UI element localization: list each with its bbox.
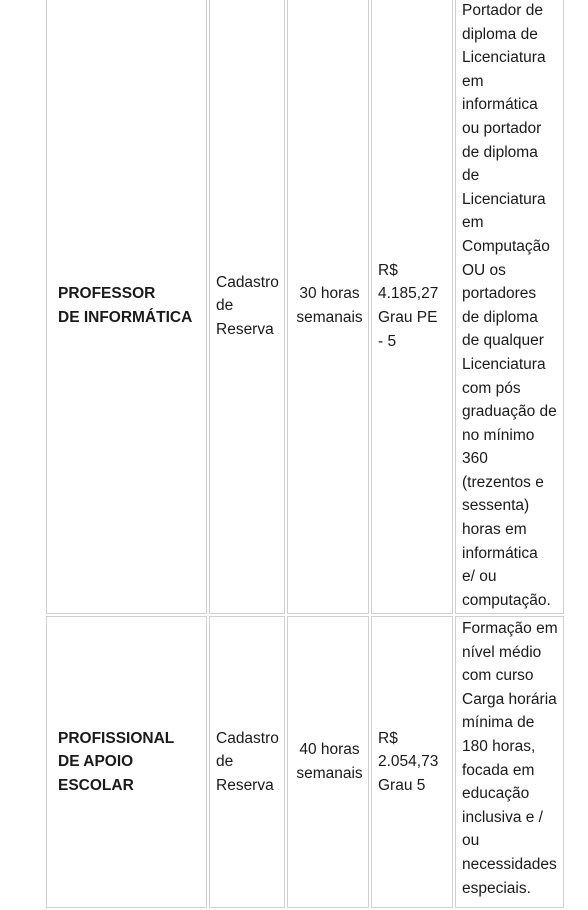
- requisito-text: 360: [462, 450, 488, 468]
- requisito-text: mínima de: [462, 714, 535, 732]
- salario-text: 4.185,27: [378, 285, 439, 303]
- requisito-text: com pós: [462, 379, 521, 397]
- carga-horaria-text: semanais: [296, 765, 363, 782]
- requisito-text: Carga horária: [462, 690, 557, 708]
- requisito-text: com curso: [462, 667, 534, 685]
- situacao-text: de: [216, 753, 234, 771]
- requisito-text: sessenta): [462, 497, 530, 515]
- salario-text: R$: [378, 729, 398, 747]
- requisito-text: de diploma: [462, 143, 538, 161]
- requisito-text: informática: [462, 544, 538, 562]
- requisito-text: em: [462, 72, 484, 90]
- salario-text: Grau 5: [378, 776, 426, 794]
- situacao-text: Cadastro: [216, 273, 279, 291]
- salario-text: - 5: [378, 332, 397, 350]
- requisito-cell: [455, 0, 564, 614]
- requisito-text: diploma de: [462, 25, 538, 43]
- situacao-text: Cadastro: [216, 729, 279, 747]
- requisito-text: Computação: [462, 237, 550, 255]
- requisito-text: computação.: [462, 591, 551, 609]
- table-row: [46, 616, 564, 908]
- requisito-text: de: [462, 167, 480, 185]
- carga-horaria-text: semanais: [296, 309, 363, 326]
- requisito-text: Licenciatura: [462, 49, 546, 67]
- cargo-cell: [46, 0, 207, 614]
- salario-text: 2.054,73: [378, 753, 439, 771]
- requisito-text: 180 horas,: [462, 737, 536, 755]
- cargo-cell: [46, 616, 207, 908]
- requisito-text: Portador de: [462, 2, 543, 19]
- requisito-text: especiais.: [462, 879, 531, 897]
- carga-horaria-text: 30 horas: [299, 285, 360, 303]
- table-row: [46, 0, 564, 614]
- requisito-cell: [455, 616, 564, 908]
- carga-horaria-cell: [287, 616, 369, 908]
- cargo-text: PROFESSOR: [58, 285, 156, 303]
- cargo-text: ESCOLAR: [58, 776, 134, 794]
- cargo-text: DE INFORMÁTICA: [58, 309, 193, 326]
- salario-text: R$: [378, 261, 398, 279]
- requisito-text: OU os: [462, 261, 506, 279]
- cargo-text: DE APOIO: [58, 753, 134, 771]
- requisito-text: portadores: [462, 285, 537, 303]
- requisito-text: ou: [462, 832, 480, 850]
- requisito-text: em: [462, 214, 484, 232]
- requisito-text: (trezentos e: [462, 473, 544, 491]
- requisito-text: e/ ou: [462, 568, 497, 586]
- situacao-text: Reserva: [216, 776, 274, 794]
- carga-horaria-text: 40 horas: [299, 741, 360, 759]
- requisito-text: nível médio: [462, 643, 542, 661]
- situacao-cell: [209, 616, 285, 908]
- requisito-text: de qualquer: [462, 332, 544, 350]
- cargo-text: PROFISSIONAL: [58, 729, 175, 747]
- vagas-table: [44, 0, 566, 910]
- requisito-text: informática: [462, 96, 538, 114]
- situacao-text: Reserva: [216, 320, 274, 338]
- requisito-text: educação: [462, 785, 530, 803]
- salario-cell: [371, 0, 453, 614]
- requisito-text: inclusiva e /: [462, 808, 543, 826]
- salario-text: Grau PE: [378, 309, 438, 326]
- requisito-text: focada em: [462, 761, 535, 779]
- requisito-text: ou portador: [462, 119, 542, 137]
- requisito-text: no mínimo: [462, 426, 535, 444]
- requisito-text: graduação de: [462, 403, 557, 421]
- requisito-text: de diploma: [462, 308, 538, 326]
- requisito-text: horas em: [462, 521, 527, 539]
- carga-horaria-cell: [287, 0, 369, 614]
- situacao-cell: [209, 0, 285, 614]
- requisito-text: Formação em: [462, 620, 558, 637]
- requisito-text: necessidades: [462, 855, 557, 873]
- situacao-text: de: [216, 297, 234, 315]
- requisito-text: Licenciatura: [462, 355, 546, 373]
- requisito-text: Licenciatura: [462, 190, 546, 208]
- salario-cell: [371, 616, 453, 908]
